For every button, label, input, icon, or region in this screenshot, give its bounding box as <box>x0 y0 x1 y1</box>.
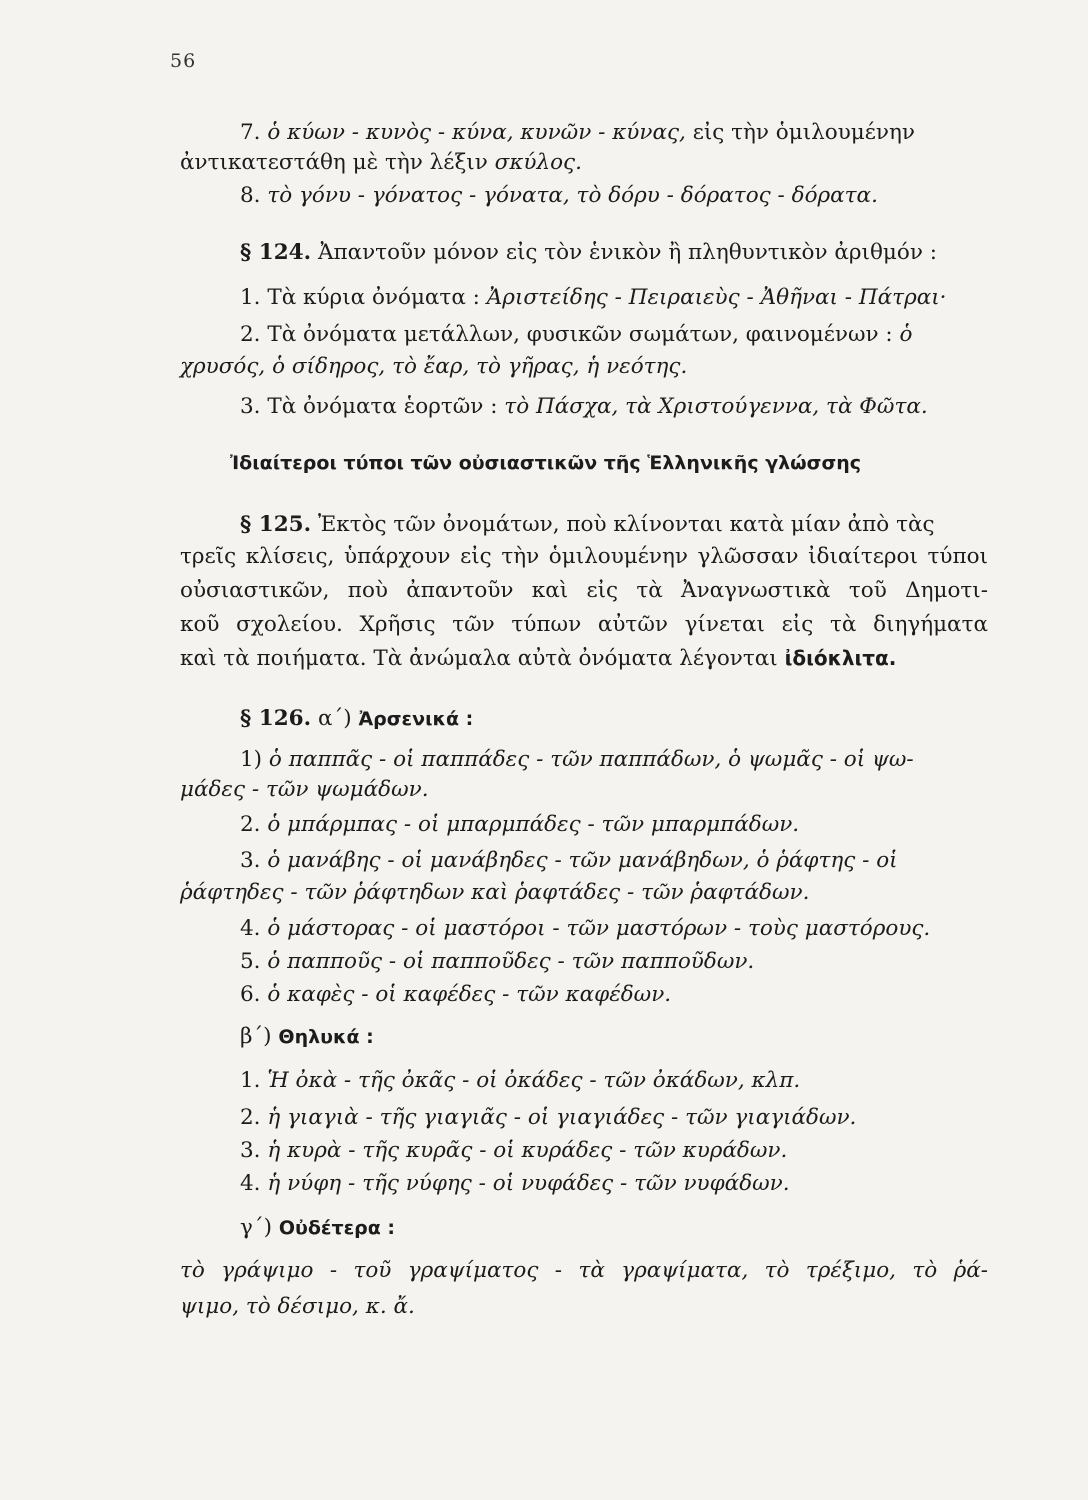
masc-item-1 <box>240 745 914 775</box>
section-heading: Ἰδιαίτεροι τύποι τῶν οὐσιαστικῶν τῆς Ἑλληνικῆς γλώσσης <box>230 452 862 474</box>
section-text: Ἐκτὸς τῶν ὀνομάτων, ποὺ κλίνονται κατὰ μίαν ἀπὸ τὰς <box>317 512 935 537</box>
paragraph-line <box>180 643 896 674</box>
declension-example: ὁ κύων - κυνὸς - κύνα, κυνῶν - κύνας, <box>267 120 686 145</box>
declension-example: Ἡ ὀκὰ - τῆς ὀκᾶς - οἱ ὀκάδες - τῶν ὀκάδων, κλπ. <box>267 1068 801 1093</box>
declension-example: ὁ παππᾶς - οἱ παππάδες - τῶν παππάδων, ὁ ψωμᾶς - οἱ ψω- <box>268 747 914 772</box>
declension-example: τὸ γόνυ - γόνατος - γόνατα, τὸ δόρυ - δόρατος - δόρατα. <box>267 183 878 208</box>
item-2-cont: χρυσός, ὁ σίδηρος, τὸ ἔαρ, τὸ γῆρας, ἡ νεότης. <box>180 354 688 379</box>
masc-item-1-cont: μάδες - τῶν ψωμάδων. <box>180 777 429 802</box>
item-number: 2. <box>240 322 261 347</box>
item-number: 3. <box>240 1138 261 1163</box>
item-1 <box>240 283 947 313</box>
declension-example: ἡ νύφη - τῆς νύφης - οἱ νυφάδες - τῶν νυφάδων. <box>267 1171 790 1196</box>
subsection-label: α΄) <box>317 706 352 731</box>
declension-example: Ἀριστείδης - Πειραιεὺς - Ἀθῆναι - Πάτραι· <box>486 285 947 310</box>
subsection-title: Ἀρσενικά : <box>358 708 474 730</box>
fem-item-2 <box>240 1103 856 1133</box>
item-3 <box>240 392 928 422</box>
paragraph-line: τρεῖς κλίσεις, ὑπάρχουν εἰς τὴν ὁμιλουμένην γλῶσσαν ἰδιαίτεροι τύποι <box>180 544 988 569</box>
item-number: 2. <box>240 812 261 837</box>
declension-example: ὁ μανάβης - οἱ μανάβηδες - τῶν μανάβηδων, ὁ ῥάφτης - οἱ <box>267 848 898 873</box>
item-text: εἰς τὴν ὁμιλουμένην <box>692 120 915 145</box>
item-number: 4. <box>240 1171 261 1196</box>
item-number: 8. <box>240 183 261 208</box>
item-number: 1) <box>240 747 263 772</box>
section-mark: § 126. <box>240 706 312 731</box>
item-number: 3. <box>240 394 261 419</box>
subsection-label: β΄) <box>240 1024 272 1049</box>
masc-item-5 <box>240 947 754 977</box>
section-124 <box>240 238 937 268</box>
page-number: 56 <box>170 50 197 72</box>
item-number: 2. <box>240 1105 261 1130</box>
neut-item: τὸ γράψιμο - τοῦ γραψίματος - τὰ γραψίματα, τὸ τρέξιμο, τὸ ῥά- <box>180 1258 988 1283</box>
masc-item-3-cont: ῥάφτηδες - τῶν ῥάφτηδων καὶ ῥαφτάδες - τῶν ῥαφτάδων. <box>180 880 810 905</box>
item-7-cont <box>180 148 582 178</box>
declension-example: σκύλος. <box>494 150 582 175</box>
subsection-title: Θηλυκά : <box>278 1026 374 1048</box>
fem-item-4 <box>240 1169 790 1199</box>
fem-item-1 <box>240 1066 800 1096</box>
item-text: Τὰ κύρια ὀνόματα : <box>267 285 480 310</box>
declension-example: τὸ Πάσχα, τὰ Χριστούγεννα, τὰ Φῶτα. <box>504 394 928 419</box>
paragraph-line: οὐσιαστικῶν, ποὺ ἀπαντοῦν καὶ εἰς τὰ Ἀναγνωστικὰ τοῦ Δημοτι- <box>180 578 988 603</box>
declension-example: ὁ μπάρμπας - οἱ μπαρμπάδες - τῶν μπαρμπάδων. <box>267 812 800 837</box>
masc-item-3 <box>240 846 898 876</box>
item-text: ἀντικατεστάθη μὲ τὴν λέξιν <box>180 150 488 175</box>
neut-item-cont: ψιμο, τὸ δέσιμο, κ. ἄ. <box>180 1294 415 1319</box>
section-text: Ἀπαντοῦν μόνον εἰς τὸν ἑνικὸν ἢ πληθυντικὸν ἀριθμόν : <box>317 240 937 265</box>
section-mark: § 124. <box>240 240 312 265</box>
section-126 <box>240 704 473 734</box>
fem-item-3 <box>240 1136 787 1166</box>
item-number: 5. <box>240 949 261 974</box>
item-number: 1. <box>240 1068 261 1093</box>
declension-example: ὁ παπποῦς - οἱ παπποῦδες - τῶν παπποῦδων. <box>267 949 755 974</box>
subsection-label: γ΄) <box>240 1215 272 1240</box>
masc-item-6 <box>240 980 671 1010</box>
item-number: 4. <box>240 916 261 941</box>
masc-item-4 <box>240 914 930 944</box>
fem-heading <box>240 1022 374 1052</box>
declension-example: ὁ μάστορας - οἱ μαστόροι - τῶν μαστόρων - τοὺς μαστόρους. <box>267 916 931 941</box>
bold-term: ἰδιόκλιτα. <box>784 646 897 670</box>
item-number: 1. <box>240 285 261 310</box>
item-7 <box>240 118 915 148</box>
section-mark: § 125. <box>240 512 312 537</box>
paragraph-line: κοῦ σχολείου. Χρῆσις τῶν τύπων αὐτῶν γίνεται εἰς τὰ διηγήματα <box>180 612 988 637</box>
declension-example: ἡ κυρὰ - τῆς κυρᾶς - οἱ κυράδες - τῶν κυράδων. <box>267 1138 788 1163</box>
item-text: Τὰ ὀνόματα ἑορτῶν : <box>267 394 498 419</box>
declension-example: ἡ γιαγιὰ - τῆς γιαγιᾶς - οἱ γιαγιάδες - τῶν γιαγιάδων. <box>267 1105 857 1130</box>
declension-example: ὁ <box>899 322 913 347</box>
item-text: Τὰ ὀνόματα μετάλλων, φυσικῶν σωμάτων, φαινομένων : <box>267 322 893 347</box>
masc-item-2 <box>240 810 799 840</box>
item-number: 6. <box>240 982 261 1007</box>
paragraph-text: καὶ τὰ ποιήματα. Τὰ ἀνώμαλα αὐτὰ ὀνόματα λέγονται <box>180 646 778 671</box>
subsection-title: Οὐδέτερα : <box>278 1217 396 1239</box>
item-8 <box>240 181 878 211</box>
neut-heading <box>240 1213 395 1243</box>
declension-example: ὁ καφὲς - οἱ καφέδες - τῶν καφέδων. <box>267 982 672 1007</box>
item-number: 3. <box>240 848 261 873</box>
section-125 <box>240 510 935 540</box>
item-2 <box>240 320 912 350</box>
item-number: 7. <box>240 120 261 145</box>
